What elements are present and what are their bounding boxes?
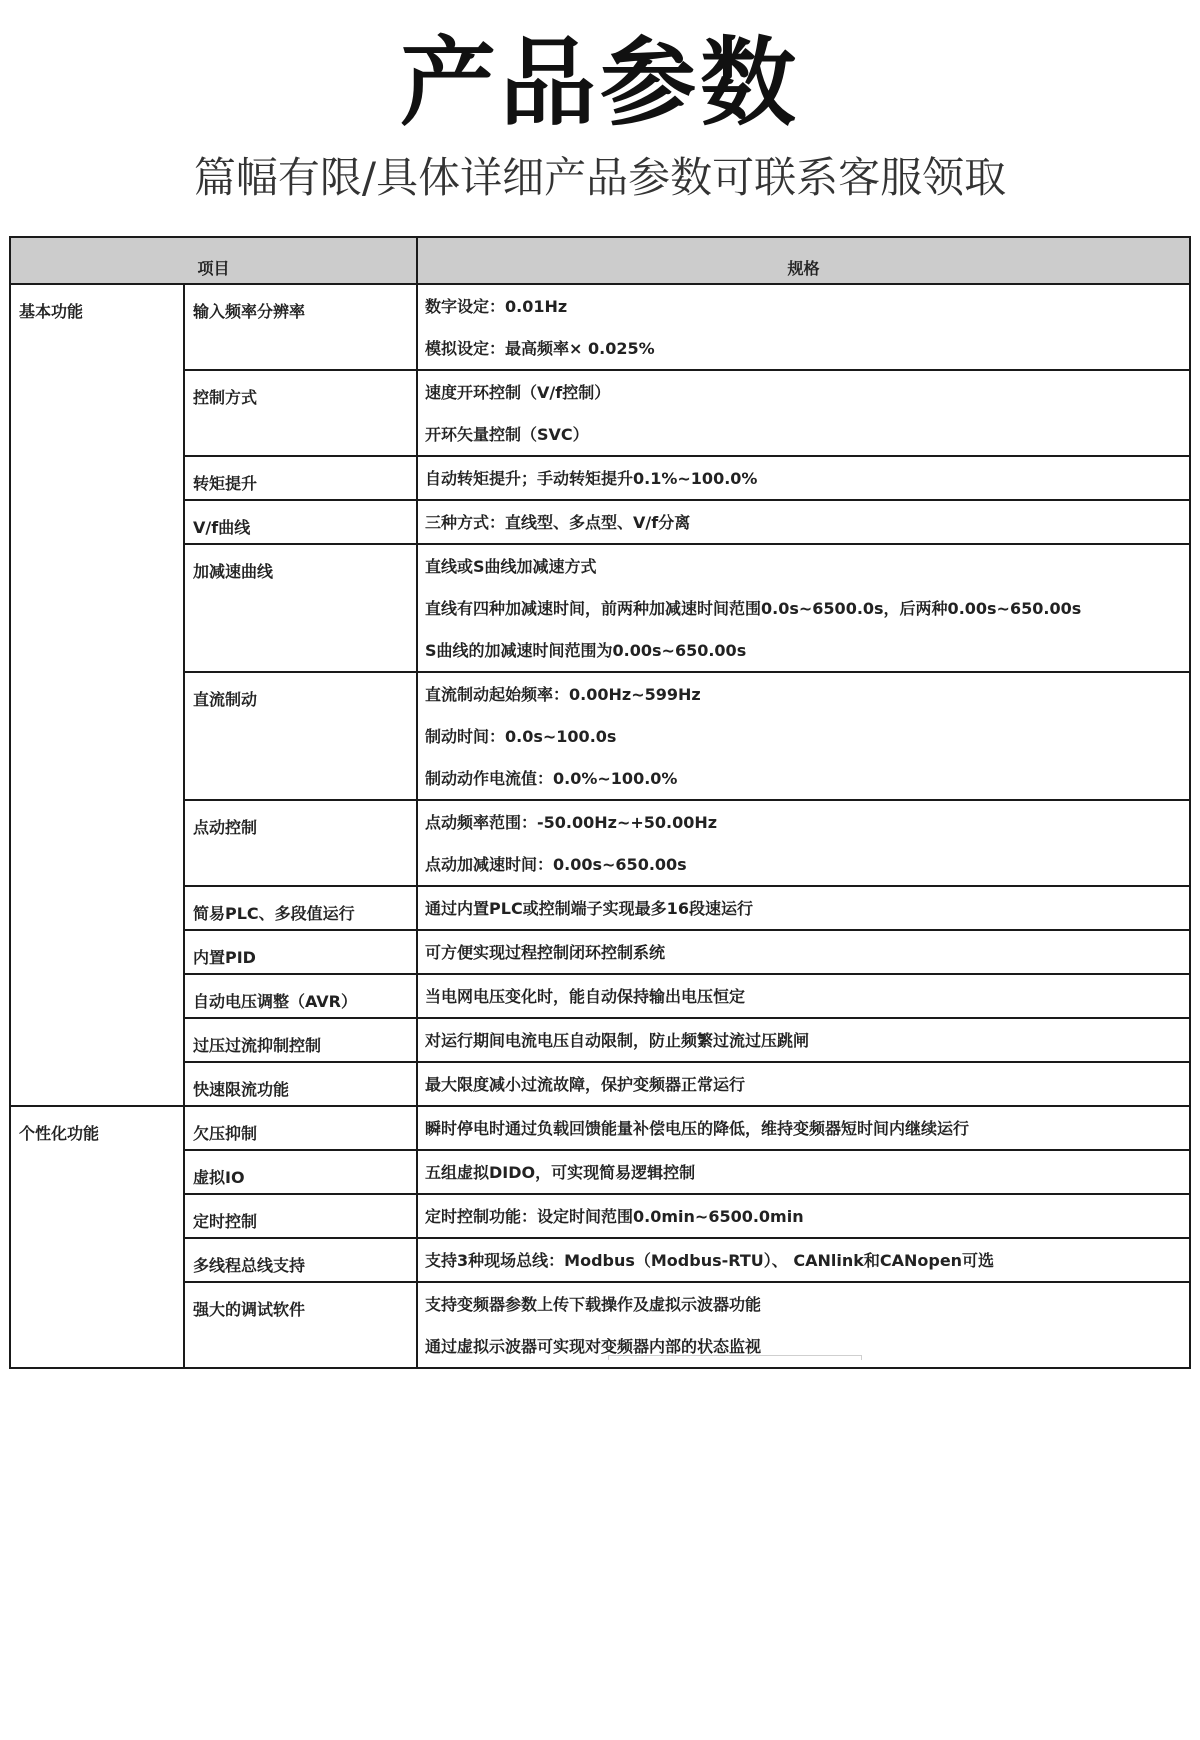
- spec-cell: [417, 544, 1190, 672]
- item-cell: 加减速曲线: [184, 544, 417, 672]
- spec-line: 三种方式：直线型、多点型、V/f分离: [425, 513, 691, 532]
- item-cell: 定时控制: [184, 1194, 417, 1238]
- spec-cell: [417, 284, 1190, 370]
- spec-cell: [417, 974, 1190, 1018]
- spec-cell: [417, 500, 1190, 544]
- item-cell: 强大的调试软件: [184, 1282, 417, 1368]
- spec-line: 瞬时停电时通过负载回馈能量补偿电压的降低，维持变频器短时间内继续运行: [425, 1119, 970, 1138]
- spec-line: 支持3种现场总线：Modbus（Modbus-RTU）、 CANlink和CANopen可选: [425, 1251, 995, 1270]
- spec-cell: [417, 930, 1190, 974]
- item-cell: 内置PID: [184, 930, 417, 974]
- spec-line: 速度开环控制（V/f控制）: [425, 383, 611, 402]
- item-cell: 控制方式: [184, 370, 417, 456]
- column-header-spec: 规格: [417, 237, 1190, 284]
- table-row: [10, 456, 1190, 500]
- item-cell: 简易PLC、多段值运行: [184, 886, 417, 930]
- spec-cell: [417, 886, 1190, 930]
- spec-cell: [417, 1194, 1190, 1238]
- spec-cell: [417, 1062, 1190, 1106]
- table-row: [10, 672, 1190, 800]
- table-row: [10, 1062, 1190, 1106]
- spec-line: S曲线的加减速时间范围为0.00s~650.00s: [425, 641, 747, 660]
- table-body: [10, 284, 1190, 1368]
- column-header-item: 项目: [10, 237, 417, 284]
- category-cell: 基本功能: [10, 284, 184, 1106]
- table-row: [10, 800, 1190, 886]
- item-cell: 多线程总线支持: [184, 1238, 417, 1282]
- table-row: [10, 284, 1190, 370]
- item-cell: 快速限流功能: [184, 1062, 417, 1106]
- item-cell: V/f曲线: [184, 500, 417, 544]
- spec-line: 模拟设定：最高频率× 0.025%: [425, 339, 655, 358]
- item-cell: 点动控制: [184, 800, 417, 886]
- table-row: [10, 500, 1190, 544]
- table-row: [10, 930, 1190, 974]
- spec-cell: [417, 672, 1190, 800]
- spec-cell: [417, 1238, 1190, 1282]
- spec-cell: [417, 370, 1190, 456]
- item-cell: 输入频率分辨率: [184, 284, 417, 370]
- spec-line: 当电网电压变化时，能自动保持输出电压恒定: [425, 987, 746, 1006]
- item-cell: 自动电压调整（AVR）: [184, 974, 417, 1018]
- table-row: [10, 974, 1190, 1018]
- item-cell: 欠压抑制: [184, 1106, 417, 1150]
- spec-line: 对运行期间电流电压自动限制，防止频繁过流过压跳闸: [425, 1031, 810, 1050]
- table-row: [10, 1018, 1190, 1062]
- table-row: [10, 1194, 1190, 1238]
- table-header-row: [10, 237, 1190, 284]
- spec-line: 制动时间：0.0s~100.0s: [425, 727, 617, 746]
- spec-line: 直流制动起始频率：0.00Hz~599Hz: [425, 685, 701, 704]
- spec-cell: [417, 1018, 1190, 1062]
- spec-line: 五组虚拟DIDO，可实现简易逻辑控制: [425, 1163, 696, 1182]
- category-cell: 个性化功能: [10, 1106, 184, 1368]
- spec-cell: [417, 800, 1190, 886]
- spec-line: 点动频率范围：-50.00Hz~+50.00Hz: [425, 813, 718, 832]
- spec-line: 直线有四种加减速时间，前两种加减速时间范围0.0s~6500.0s，后两种0.00s~650.00s: [425, 599, 1082, 618]
- table-row: [10, 1150, 1190, 1194]
- spec-line: 支持变频器参数上传下载操作及虚拟示波器功能: [425, 1295, 762, 1314]
- spec-line: 通过虚拟示波器可实现对变频器内部的状态监视: [425, 1337, 762, 1356]
- spec-table: [9, 236, 1191, 1369]
- page-title: 产品参数: [400, 27, 800, 139]
- item-cell: 虚拟IO: [184, 1150, 417, 1194]
- item-cell: 直流制动: [184, 672, 417, 800]
- table-row: [10, 1106, 1190, 1150]
- spec-line: 通过内置PLC或控制端子实现最多16段速运行: [425, 899, 753, 918]
- table-row: [10, 544, 1190, 672]
- table-row: [10, 370, 1190, 456]
- item-cell: 转矩提升: [184, 456, 417, 500]
- spec-line: 最大限度减小过流故障，保护变频器正常运行: [425, 1075, 746, 1094]
- spec-line: 自动转矩提升；手动转矩提升0.1%~100.0%: [425, 469, 758, 488]
- table-row: [10, 886, 1190, 930]
- spec-line: 直线或S曲线加减速方式: [425, 557, 597, 576]
- spec-cell: [417, 1150, 1190, 1194]
- spec-line: 制动动作电流值：0.0%~100.0%: [425, 769, 678, 788]
- spec-line: 数字设定：0.01Hz: [425, 297, 568, 316]
- item-cell: 过压过流抑制控制: [184, 1018, 417, 1062]
- spec-line: 点动加减速时间：0.00s~650.00s: [425, 855, 687, 874]
- table-row: [10, 1238, 1190, 1282]
- spec-line: 开环矢量控制（SVC）: [425, 425, 589, 444]
- spec-cell: [417, 456, 1190, 500]
- decorative-divider: [608, 1355, 862, 1360]
- spec-line: 可方便实现过程控制闭环控制系统: [425, 943, 666, 962]
- page-subtitle: 篇幅有限/具体详细产品参数可联系客服领取: [193, 153, 1007, 202]
- spec-cell: [417, 1106, 1190, 1150]
- table-row: [10, 1282, 1190, 1368]
- spec-line: 定时控制功能：设定时间范围0.0min~6500.0min: [425, 1207, 804, 1226]
